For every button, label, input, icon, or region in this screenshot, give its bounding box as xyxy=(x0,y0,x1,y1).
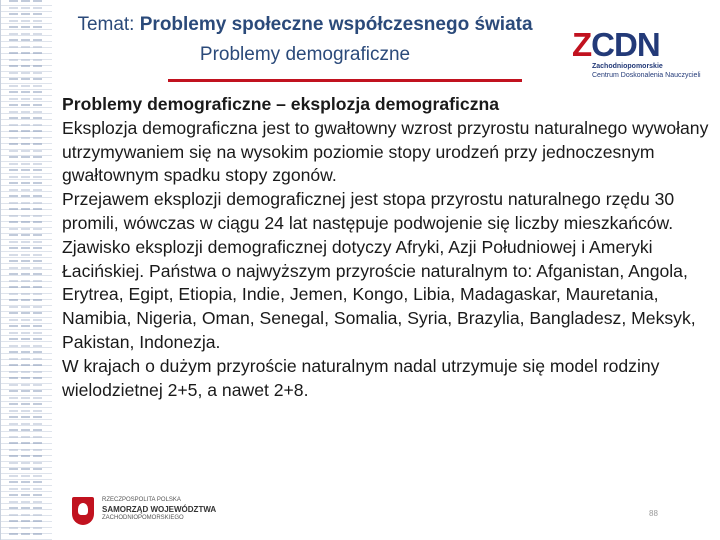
paragraph-rate: Przejawem eksplozji demograficznej jest stopa przyrostu naturalnego rzędu 30 promili, wówczas w ciągu 24 lat następuje podwojenie się liczby mieszkańców. xyxy=(62,189,675,233)
title-divider xyxy=(168,79,522,82)
paragraph-definition: Eksplozja demograficzna jest to gwałtowny wzrost przyrostu naturalnego wywołany utrzymywaniem się na wysokim poziomie stopy urodzeń przy jednoczesnym gwałtownym spadku stopy zgonów. xyxy=(62,117,709,186)
logo-line-1: Zachodniopomorskie xyxy=(592,63,663,70)
footer-line-1: RZECZPOSPOLITA POLSKA xyxy=(102,497,181,503)
paragraph-family-model: W krajach o dużym przyroście naturalnym nadal utrzymuje się model rodziny wielodzietnej 2+5, a nawet 2+8. xyxy=(62,355,660,400)
decorative-handwriting-strip xyxy=(0,0,52,540)
page-number: 88 xyxy=(649,509,658,518)
title-prefix: Temat: xyxy=(77,14,140,35)
page-subtitle: Problemy demograficzne xyxy=(199,44,411,65)
footer-line-2: SAMORZĄD WOJEWÓDZTWA xyxy=(102,505,217,514)
logo-line-2: Centrum Doskonalenia Nauczycieli xyxy=(592,72,701,79)
footer-line-3: ZACHODNIOPOMORSKIEGO xyxy=(102,515,184,521)
paragraph-regions: Zjawisko eksplozji demograficznej dotyczy Afryki, Azji Południowej i Ameryki Łacińskiej. Państwa o najwyższym przyroście naturalnym to: Afganistan, Angola, Erytrea, Egipt, Etiopia, Indie, Jemen, Kongo, Libia, Madagaskar, Mauretania, Namibia, Nigeria, Oman, Senegal, Somalia, Syria, Brazylia, Bangladesz, Meksyk, Pakistan, Indonezja. xyxy=(62,236,696,352)
griffin-crest-icon xyxy=(72,497,94,525)
title-main: Problemy społeczne współczesnego świata xyxy=(139,14,533,35)
voivodeship-logo xyxy=(72,495,232,529)
zcdn-logo: ZCDN Zachodniopomorskie Centrum Doskonalenia Nauczycieli xyxy=(572,26,701,79)
content-heading: Problemy demograficzne – eksplozja demograficzna xyxy=(62,94,500,114)
slide-content xyxy=(62,93,716,402)
page-title xyxy=(40,10,570,70)
